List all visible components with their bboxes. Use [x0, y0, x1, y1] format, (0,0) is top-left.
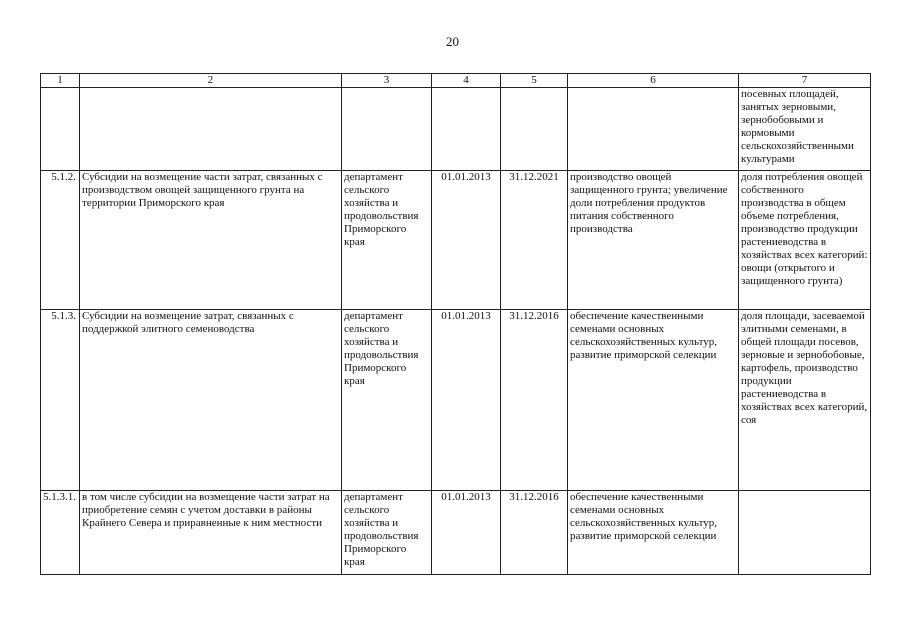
page-number: 20 — [446, 34, 459, 49]
executor: департамент сельского хозяйства и продовольствия Приморского края — [342, 171, 432, 310]
table-row — [41, 171, 871, 310]
executor: департамент сельского хозяйства и продовольствия Приморского края — [342, 491, 432, 575]
indicator: доля площади, засеваемой элитными семенами, в общей площади посевов, зерновые и зернобобовые, картофель, производство продукции растениеводства в хозяйствах всех категорий, соя — [739, 310, 871, 491]
executor — [342, 88, 432, 171]
row-number: 5.1.3.1. — [41, 491, 80, 575]
indicator: посевных площадей, занятых зерновыми, зернобобовыми и кормовыми сельскохозяйственными культурами — [739, 88, 871, 171]
expected-result — [568, 88, 739, 171]
measure-name — [80, 88, 342, 171]
expected-result: обеспечение качественными семенами основных сельскохозяйственных культур, развитие приморской селекции — [568, 310, 739, 491]
column-header: 4 — [432, 74, 501, 88]
end-date: 31.12.2016 — [501, 310, 568, 491]
table-row — [41, 491, 871, 575]
expected-result: производство овощей защищенного грунта; увеличение доли потребления продуктов питания собственного производства — [568, 171, 739, 310]
executor: департамент сельского хозяйства и продовольствия Приморского края — [342, 310, 432, 491]
column-header: 6 — [568, 74, 739, 88]
table-row — [41, 88, 871, 171]
end-date: 31.12.2016 — [501, 491, 568, 575]
row-number — [41, 88, 80, 171]
expected-result: обеспечение качественными семенами основных сельскохозяйственных культур, развитие приморской селекции — [568, 491, 739, 575]
indicator — [739, 491, 871, 575]
indicator: доля потребления овощей собственного производства в общем объеме потребления, производство продукции растениеводства в хозяйствах всех категорий: овощи (открытого и защищенного грунта) — [739, 171, 871, 310]
start-date — [432, 88, 501, 171]
row-number: 5.1.3. — [41, 310, 80, 491]
start-date: 01.01.2013 — [432, 310, 501, 491]
start-date: 01.01.2013 — [432, 171, 501, 310]
start-date: 01.01.2013 — [432, 491, 501, 575]
table-row — [41, 310, 871, 491]
end-date: 31.12.2021 — [501, 171, 568, 310]
column-header: 5 — [501, 74, 568, 88]
column-header: 3 — [342, 74, 432, 88]
column-header: 7 — [739, 74, 871, 88]
header-row — [41, 74, 871, 88]
measure-name: в том числе субсидии на возмещение части затрат на приобретение семян с учетом доставки в районы Крайнего Севера и приравненные к ним местности — [80, 491, 342, 575]
measure-name: Субсидии на возмещение части затрат, связанных с производством овощей защищенного грунта на территории Приморского края — [80, 171, 342, 310]
end-date — [501, 88, 568, 171]
program-table — [40, 73, 871, 575]
column-header: 2 — [80, 74, 342, 88]
measure-name: Субсидии на возмещение затрат, связанных с поддержкой элитного семеноводства — [80, 310, 342, 491]
column-header: 1 — [41, 74, 80, 88]
row-number: 5.1.2. — [41, 171, 80, 310]
